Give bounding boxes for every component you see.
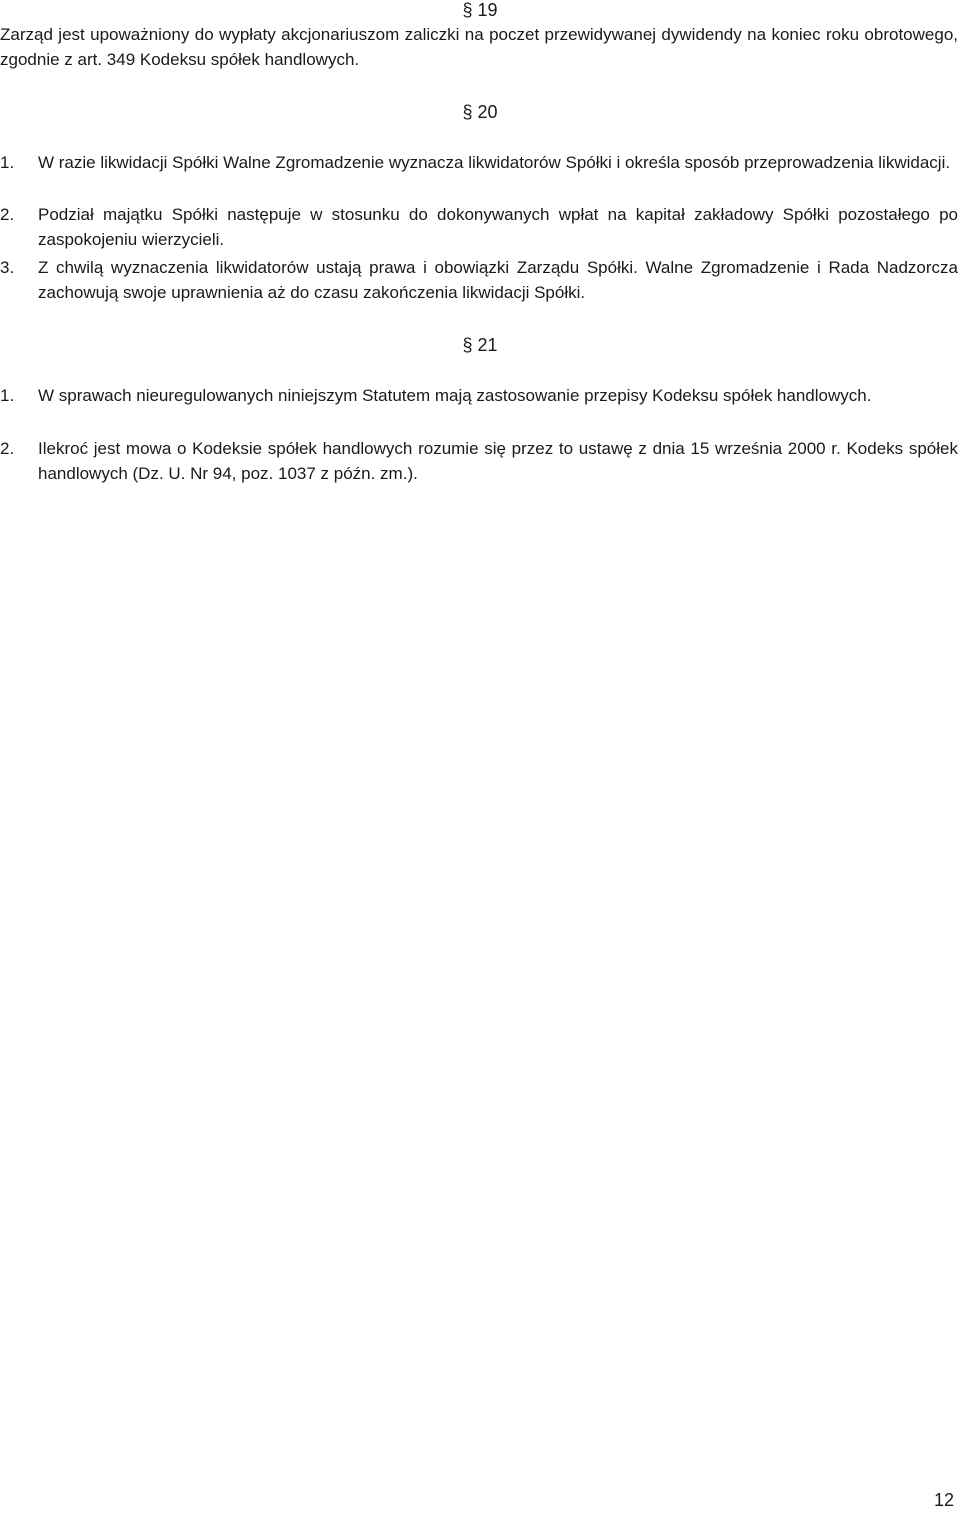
item-text: Podział majątku Spółki następuje w stosunku do dokonywanych wpłat na kapitał zakładowy Spółki pozostałego po zaspokojeniu wierzycieli. — [38, 205, 958, 249]
section-20-item-1 — [0, 150, 958, 175]
section-20-item-2 — [0, 202, 958, 252]
section-heading-21: § 21 — [462, 335, 498, 355]
item-number: 1. — [0, 386, 15, 405]
item-number: 2. — [0, 439, 15, 458]
section-21-item-2 — [0, 436, 958, 486]
section-20-item-3 — [0, 255, 958, 305]
section-heading-19: § 19 — [462, 0, 498, 20]
item-text: W sprawach nieuregulowanych niniejszym Statutem mają zastosowanie przepisy Kodeksu spółek handlowych. — [38, 386, 872, 405]
section-19-paragraph: Zarząd jest upoważniony do wypłaty akcjonariuszom zaliczki na poczet przewidywanej dywidendy na koniec roku obrotowego, zgodnie z art. 349 Kodeksu spółek handlowych. — [0, 25, 958, 69]
item-text: Z chwilą wyznaczenia likwidatorów ustają prawa i obowiązki Zarządu Spółki. Walne Zgromadzenie i Rada Nadzorcza zachowują swoje uprawnienia aż do czasu zakończenia likwidacji Spółki. — [38, 258, 958, 302]
item-number: 1. — [0, 153, 15, 172]
item-number: 3. — [0, 258, 15, 277]
item-number: 2. — [0, 205, 15, 224]
page-number: 12 — [933, 1490, 954, 1510]
item-text: Ilekroć jest mowa o Kodeksie spółek handlowych rozumie się przez to ustawę z dnia 15 września 2000 r. Kodeks spółek handlowych (Dz. U. Nr 94, poz. 1037 z późn. zm.). — [38, 439, 958, 483]
item-text: W razie likwidacji Spółki Walne Zgromadzenie wyznacza likwidatorów Spółki i określa sposób przeprowadzenia likwidacji. — [38, 153, 951, 172]
section-heading-20: § 20 — [462, 102, 498, 122]
section-21-item-1 — [0, 383, 958, 408]
